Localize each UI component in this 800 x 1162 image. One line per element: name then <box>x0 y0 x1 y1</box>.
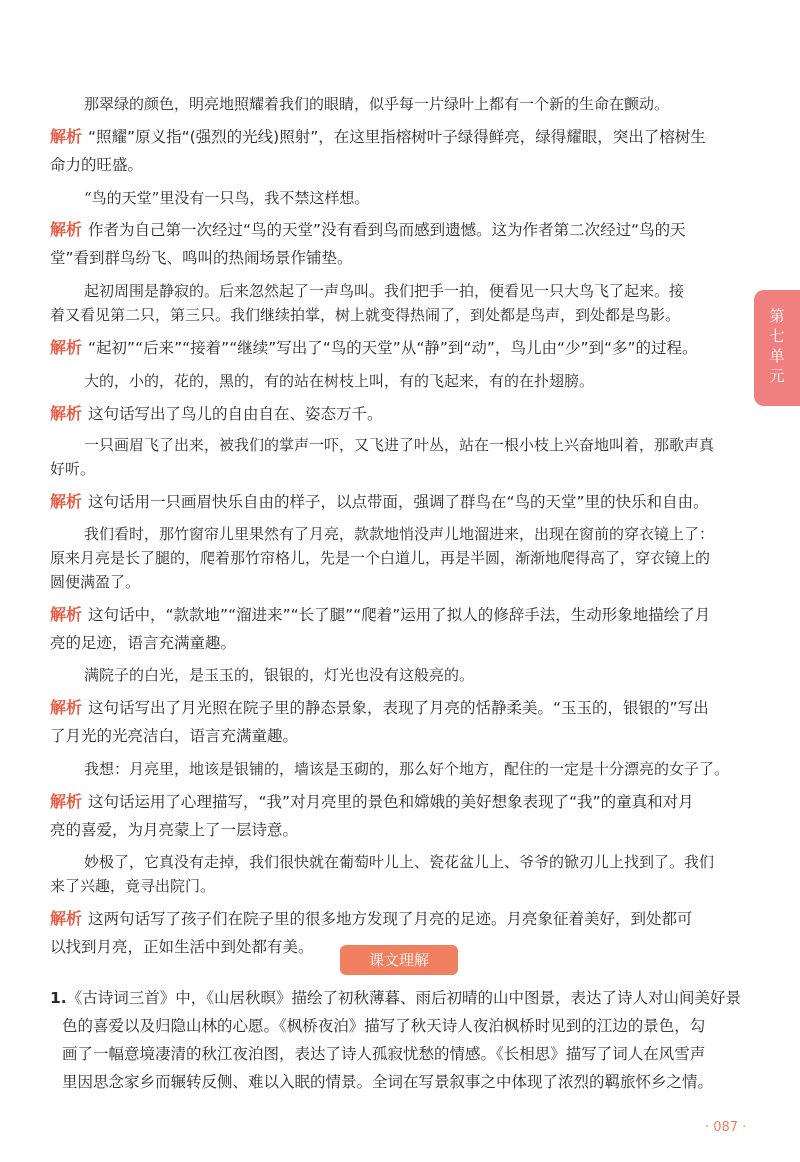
comprehension-line: 里因思念家乡而辗转反侧、难以入眠的情景。全词在写景叙事之中体现了浓烈的羁旅怀乡之情。 <box>62 1073 714 1091</box>
comprehension-line: 画了一幅意境凄清的秋江夜泊图，表达了诗人孤寂忧愁的情感。《长相思》描写了词人在风雪声 <box>62 1045 706 1063</box>
analysis-line: 解析 “起初”“后来”“接着”“继续”写出了“鸟的天堂”从“静”到“动”，鸟儿由“少”到“多”的过程。 <box>50 338 698 357</box>
analysis-line: 亮的足迹，语言充满童趣。 <box>50 634 237 652</box>
analysis-tag: 解析 <box>50 127 83 146</box>
quote-line: 我想：月亮里，地该是银铺的，墙该是玉砌的，那么好个地方，配住的一定是十分漂亮的女子了。 <box>84 760 730 778</box>
unit-tab-char: 元 <box>769 367 785 385</box>
quote-line: 好听。 <box>50 460 96 478</box>
unit-side-tab <box>754 290 800 406</box>
page-number: · 087 · <box>705 1120 747 1135</box>
quote-line: 原来月亮是长了腿的，爬着那竹帘格儿，先是一个白道儿，再是半圆，渐渐地爬得高了，穿衣镜上的 <box>50 549 711 567</box>
analysis-line: 解析 这句话用一只画眉快乐自由的样子，以点带面，强调了群鸟在“鸟的天堂”里的快乐和自由。 <box>50 492 709 511</box>
analysis-line: 解析 这句话写出了鸟儿的自由自在、姿态万千。 <box>50 404 383 423</box>
analysis-line: 解析 作者为自己第一次经过“鸟的天堂”没有看到鸟而感到遗憾。这为作者第二次经过“鸟的天 <box>50 220 686 239</box>
analysis-tag: 解析 <box>50 220 83 239</box>
quote-line: 圆便满盈了。 <box>50 573 141 591</box>
analysis-line: 解析 这句话运用了心理描写，“我”对月亮里的景色和嫦娥的美好想象表现了“我”的童真和对月 <box>50 792 694 811</box>
analysis-tag: 解析 <box>50 605 83 624</box>
analysis-line: 堂”看到群鸟纷飞、鸣叫的热闹场景作铺垫。 <box>50 249 353 267</box>
analysis-line: 以找到月亮，正如生活中到处都有美。 <box>50 938 314 956</box>
section-title: 课文理解 <box>340 945 458 975</box>
analysis-tag: 解析 <box>50 338 83 357</box>
quote-line: 起初周围是静寂的。后来忽然起了一声鸟叫。我们把手一拍，便看见一只大鸟飞了起来。接 <box>84 282 685 300</box>
comprehension-line: 色的喜爱以及归隐山林的心愿。《枫桥夜泊》描写了秋天诗人夜泊枫桥时见到的江边的景色，勾 <box>62 1017 706 1035</box>
comprehension-line: 1.《古诗词三首》中，《山居秋暝》描绘了初秋薄暮、雨后初晴的山中图景，表达了诗人对山间美好景 <box>50 989 741 1007</box>
analysis-line: 解析 这句话中，“款款地”“溜进来”“长了腿”“爬着”运用了拟人的修辞手法，生动形象地描绘了月 <box>50 605 711 624</box>
analysis-tag: 解析 <box>50 492 83 511</box>
analysis-tag: 解析 <box>50 698 83 717</box>
quote-line: 来了兴趣，竟寻出院门。 <box>50 877 216 895</box>
unit-tab-char: 第 <box>769 307 785 325</box>
analysis-line: 解析 这句话写出了月光照在院子里的静态景象，表现了月亮的恬静柔美。“玉玉的，银银的”写出 <box>50 698 709 717</box>
analysis-line: 命力的旺盛。 <box>50 156 144 174</box>
quote-line: 大的，小的，花的，黑的，有的站在树枝上叫，有的飞起来，有的在扑翅膀。 <box>84 372 595 390</box>
quote-line: 着又看见第二只，第三只。我们继续拍掌，树上就变得热闹了，到处都是鸟声，到处都是鸟影。 <box>50 306 681 324</box>
quote-line: 满院子的白光，是玉玉的，银银的，灯光也没有这般亮的。 <box>84 666 475 684</box>
quote-line: “鸟的天堂”里没有一只鸟，我不禁这样想。 <box>84 189 370 207</box>
analysis-tag: 解析 <box>50 404 83 423</box>
quote-line: 妙极了，它真没有走掉，我们很快就在葡萄叶儿上、瓷花盆儿上、爷爷的锨刃儿上找到了。我们 <box>84 853 715 871</box>
analysis-line: 解析 “照耀”原义指“(强烈的光线)照射”，在这里指榕树叶子绿得鲜亮，绿得耀眼，突出了榕树生 <box>50 127 706 146</box>
analysis-line: 解析 这两句话写了孩子们在院子里的很多地方发现了月亮的足迹。月亮象征着美好，到处都可 <box>50 909 693 928</box>
analysis-line: 亮的喜爱，为月亮蒙上了一层诗意。 <box>50 821 299 839</box>
quote-line: 那翠绿的颜色，明亮地照耀着我们的眼睛，似乎每一片绿叶上都有一个新的生命在颤动。 <box>84 95 670 113</box>
unit-tab-char: 七 <box>769 327 785 345</box>
unit-tab-char: 单 <box>769 347 785 365</box>
analysis-tag: 解析 <box>50 792 83 811</box>
list-marker: 1. <box>50 989 67 1007</box>
analysis-tag: 解析 <box>50 909 83 928</box>
analysis-line: 了月光的光亮洁白，语言充满童趣。 <box>50 727 299 745</box>
quote-line: 一只画眉飞了出来，被我们的掌声一吓，又飞进了叶丛，站在一根小枝上兴奋地叫着，那歌声真 <box>84 436 715 454</box>
quote-line: 我们看时，那竹窗帘儿里果然有了月亮，款款地悄没声儿地溜进来，出现在窗前的穿衣镜上了： <box>84 525 715 543</box>
